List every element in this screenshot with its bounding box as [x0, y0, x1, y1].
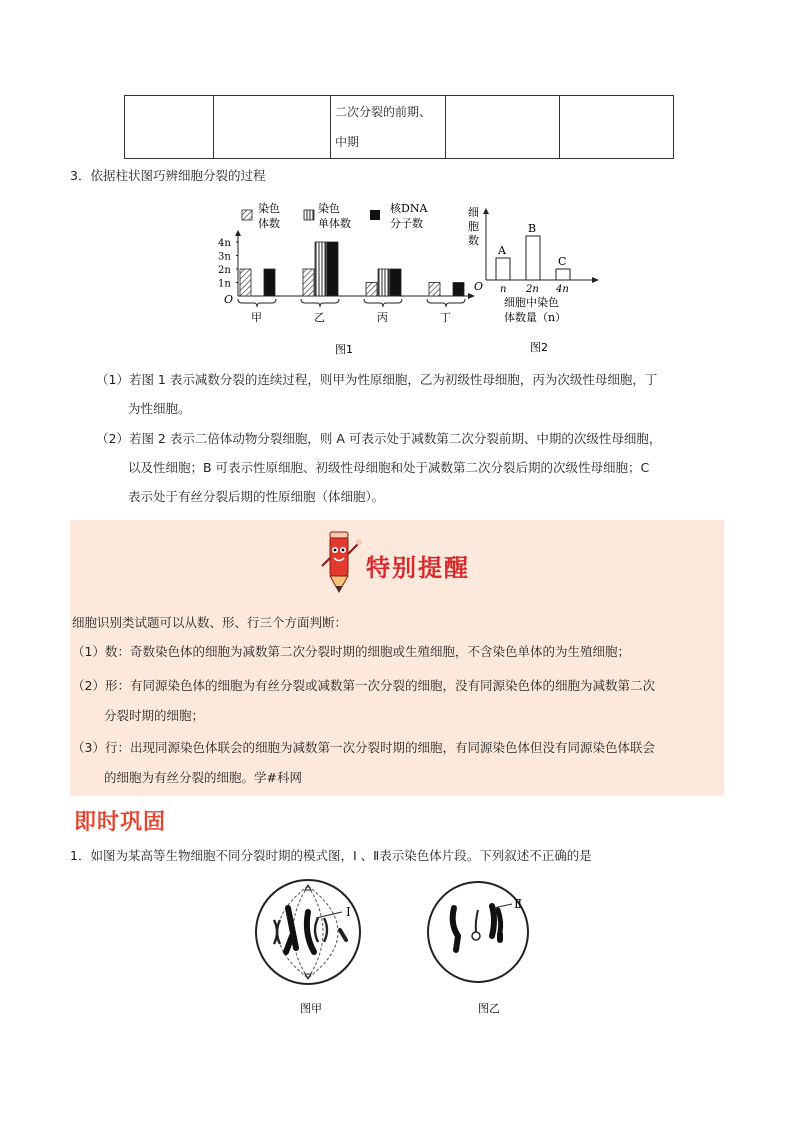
- table-row: [125, 96, 674, 159]
- legend-label: 染色: [318, 202, 340, 215]
- cell-division-figures: [248, 876, 548, 1016]
- bar-1: [496, 258, 510, 280]
- group-label: 甲: [251, 311, 262, 324]
- section-heading: 3．依据柱状图巧辨细胞分裂的过程: [70, 168, 266, 183]
- bars: [240, 242, 464, 296]
- cell-b: [428, 882, 528, 982]
- bar-3-2: [327, 242, 338, 296]
- reminder-title: 特别提醒: [366, 554, 470, 582]
- bars: [496, 222, 570, 295]
- bar-1-1: [240, 269, 251, 296]
- reminder-intro: 细胞识别类试题可以从数、形、行三个方面判断：: [72, 615, 348, 630]
- x-axis-arrow: [592, 277, 599, 283]
- point-1-line-2: 为性细胞。: [128, 401, 191, 416]
- legend-swatch-chromosome: [242, 210, 252, 220]
- figure1-bar-chart: [210, 190, 480, 356]
- bar-1-4: [429, 283, 440, 297]
- legend-swatch-chromatid: [304, 210, 314, 220]
- group-brace: [301, 299, 339, 307]
- bar-3-1: [264, 269, 275, 296]
- table-cell: [331, 96, 446, 159]
- point-2-line-2: 以及性细胞；B 可表示性原细胞、初级性母细胞和处于减数第二次分裂后期的次级性母细胞；C: [128, 460, 650, 475]
- cell-a: [256, 880, 360, 984]
- y-tick-labels: [218, 238, 238, 290]
- y-axis-label: 胞: [468, 220, 479, 233]
- legend-label: 体数: [258, 217, 280, 230]
- y-axis-arrow: [483, 208, 489, 214]
- x-axis-label: 体数量（n）: [504, 311, 567, 324]
- legend-label: 核DNA: [390, 202, 428, 215]
- table-cell: [560, 96, 674, 159]
- division-table: [124, 95, 674, 159]
- bar-2: [526, 236, 540, 280]
- caption-b: 图乙: [478, 1002, 500, 1015]
- cell-text: 中期: [335, 135, 360, 149]
- group-brace: [427, 299, 465, 307]
- practice-title: 即时巩固: [74, 810, 167, 835]
- group-brace: [364, 299, 402, 307]
- y-axis-label: 细: [468, 206, 479, 219]
- pencil-mascot-icon: [316, 530, 362, 596]
- figure2-bar-chart: [462, 200, 612, 356]
- x-tick-label: n: [500, 284, 507, 295]
- origin-label: O: [224, 293, 234, 306]
- figure-caption: 图2: [530, 341, 548, 354]
- group-label: 乙: [314, 311, 325, 324]
- table-cell: [446, 96, 560, 159]
- label-segment-I: Ⅰ: [346, 905, 351, 919]
- group-label: 丙: [377, 311, 388, 324]
- table-cell: [125, 96, 214, 159]
- reminder-rule-2-line-2: 分裂时期的细胞；: [104, 708, 205, 723]
- y-axis-label: 数: [468, 234, 479, 247]
- special-reminder-box: [70, 520, 724, 796]
- reminder-rule-3-line-1: （3）行：出现同源染色体联会的细胞为减数第一次分裂时期的细胞，有同源染色体但没有同源染色体联会: [72, 740, 655, 755]
- x-tick-label: 4n: [556, 284, 569, 295]
- question-1: 1．如图为某高等生物细胞不同分裂时期的模式图，Ⅰ 、Ⅱ表示染色体片段。下列叙述不正确的是: [70, 848, 592, 863]
- origin-label: O: [474, 280, 484, 293]
- y-tick-label: 4n: [218, 238, 231, 249]
- reminder-rule-2-line-1: （2）形：有同源染色体的细胞为有丝分裂或减数第一次分裂的细胞，没有同源染色体的细胞为减数第二次: [72, 678, 655, 693]
- table-cell: [214, 96, 331, 159]
- figure-caption: 图1: [335, 343, 353, 356]
- bar-1-2: [303, 269, 314, 296]
- caption-a: 图甲: [300, 1002, 322, 1015]
- reminder-rule-3-line-2: 的细胞为有丝分裂的细胞。学#科网: [104, 770, 302, 785]
- y-axis-arrow: [235, 230, 241, 236]
- label-segment-II: Ⅱ: [514, 897, 523, 911]
- bar-label: B: [528, 222, 537, 235]
- bar-3-3: [390, 269, 401, 296]
- bar-2-2: [315, 242, 326, 296]
- bar-1-3: [366, 283, 377, 297]
- group-label: 丁: [440, 311, 451, 324]
- bar-3: [556, 269, 570, 280]
- bar-label: A: [498, 244, 506, 257]
- x-axis-label: 细胞中染色: [504, 296, 559, 309]
- legend-label: 分子数: [390, 217, 423, 230]
- point-2-line-3: 表示处于有丝分裂后期的性原细胞（体细胞）。: [128, 489, 385, 504]
- bar-2-3: [378, 269, 389, 296]
- group-braces: [238, 299, 465, 324]
- bar-label: C: [558, 255, 567, 268]
- legend-label: 染色: [258, 202, 280, 215]
- group-brace: [238, 299, 276, 307]
- legend-swatch-dna: [370, 210, 380, 220]
- y-tick-label: 3n: [218, 251, 231, 263]
- y-tick-label: 2n: [218, 265, 231, 276]
- reminder-rule-1: （1）数：奇数染色体的细胞为减数第二次分裂时期的细胞或生殖细胞，不含染色单体的为生殖细胞；: [72, 644, 630, 659]
- y-tick-label: 1n: [218, 278, 231, 290]
- point-2-line-1: （2）若图 2 表示二倍体动物分裂细胞，则 A 可表示处于减数第二次分裂前期、中期的次级性母细胞，: [96, 431, 662, 446]
- x-tick-label: 2n: [526, 284, 539, 295]
- point-1-line-1: （1）若图 1 表示减数分裂的连续过程，则甲为性原细胞，乙为初级性母细胞，丙为次级性母细胞，丁: [96, 372, 658, 387]
- cell-text: 二次分裂的前期、: [335, 105, 432, 119]
- legend-label: 单体数: [318, 217, 351, 230]
